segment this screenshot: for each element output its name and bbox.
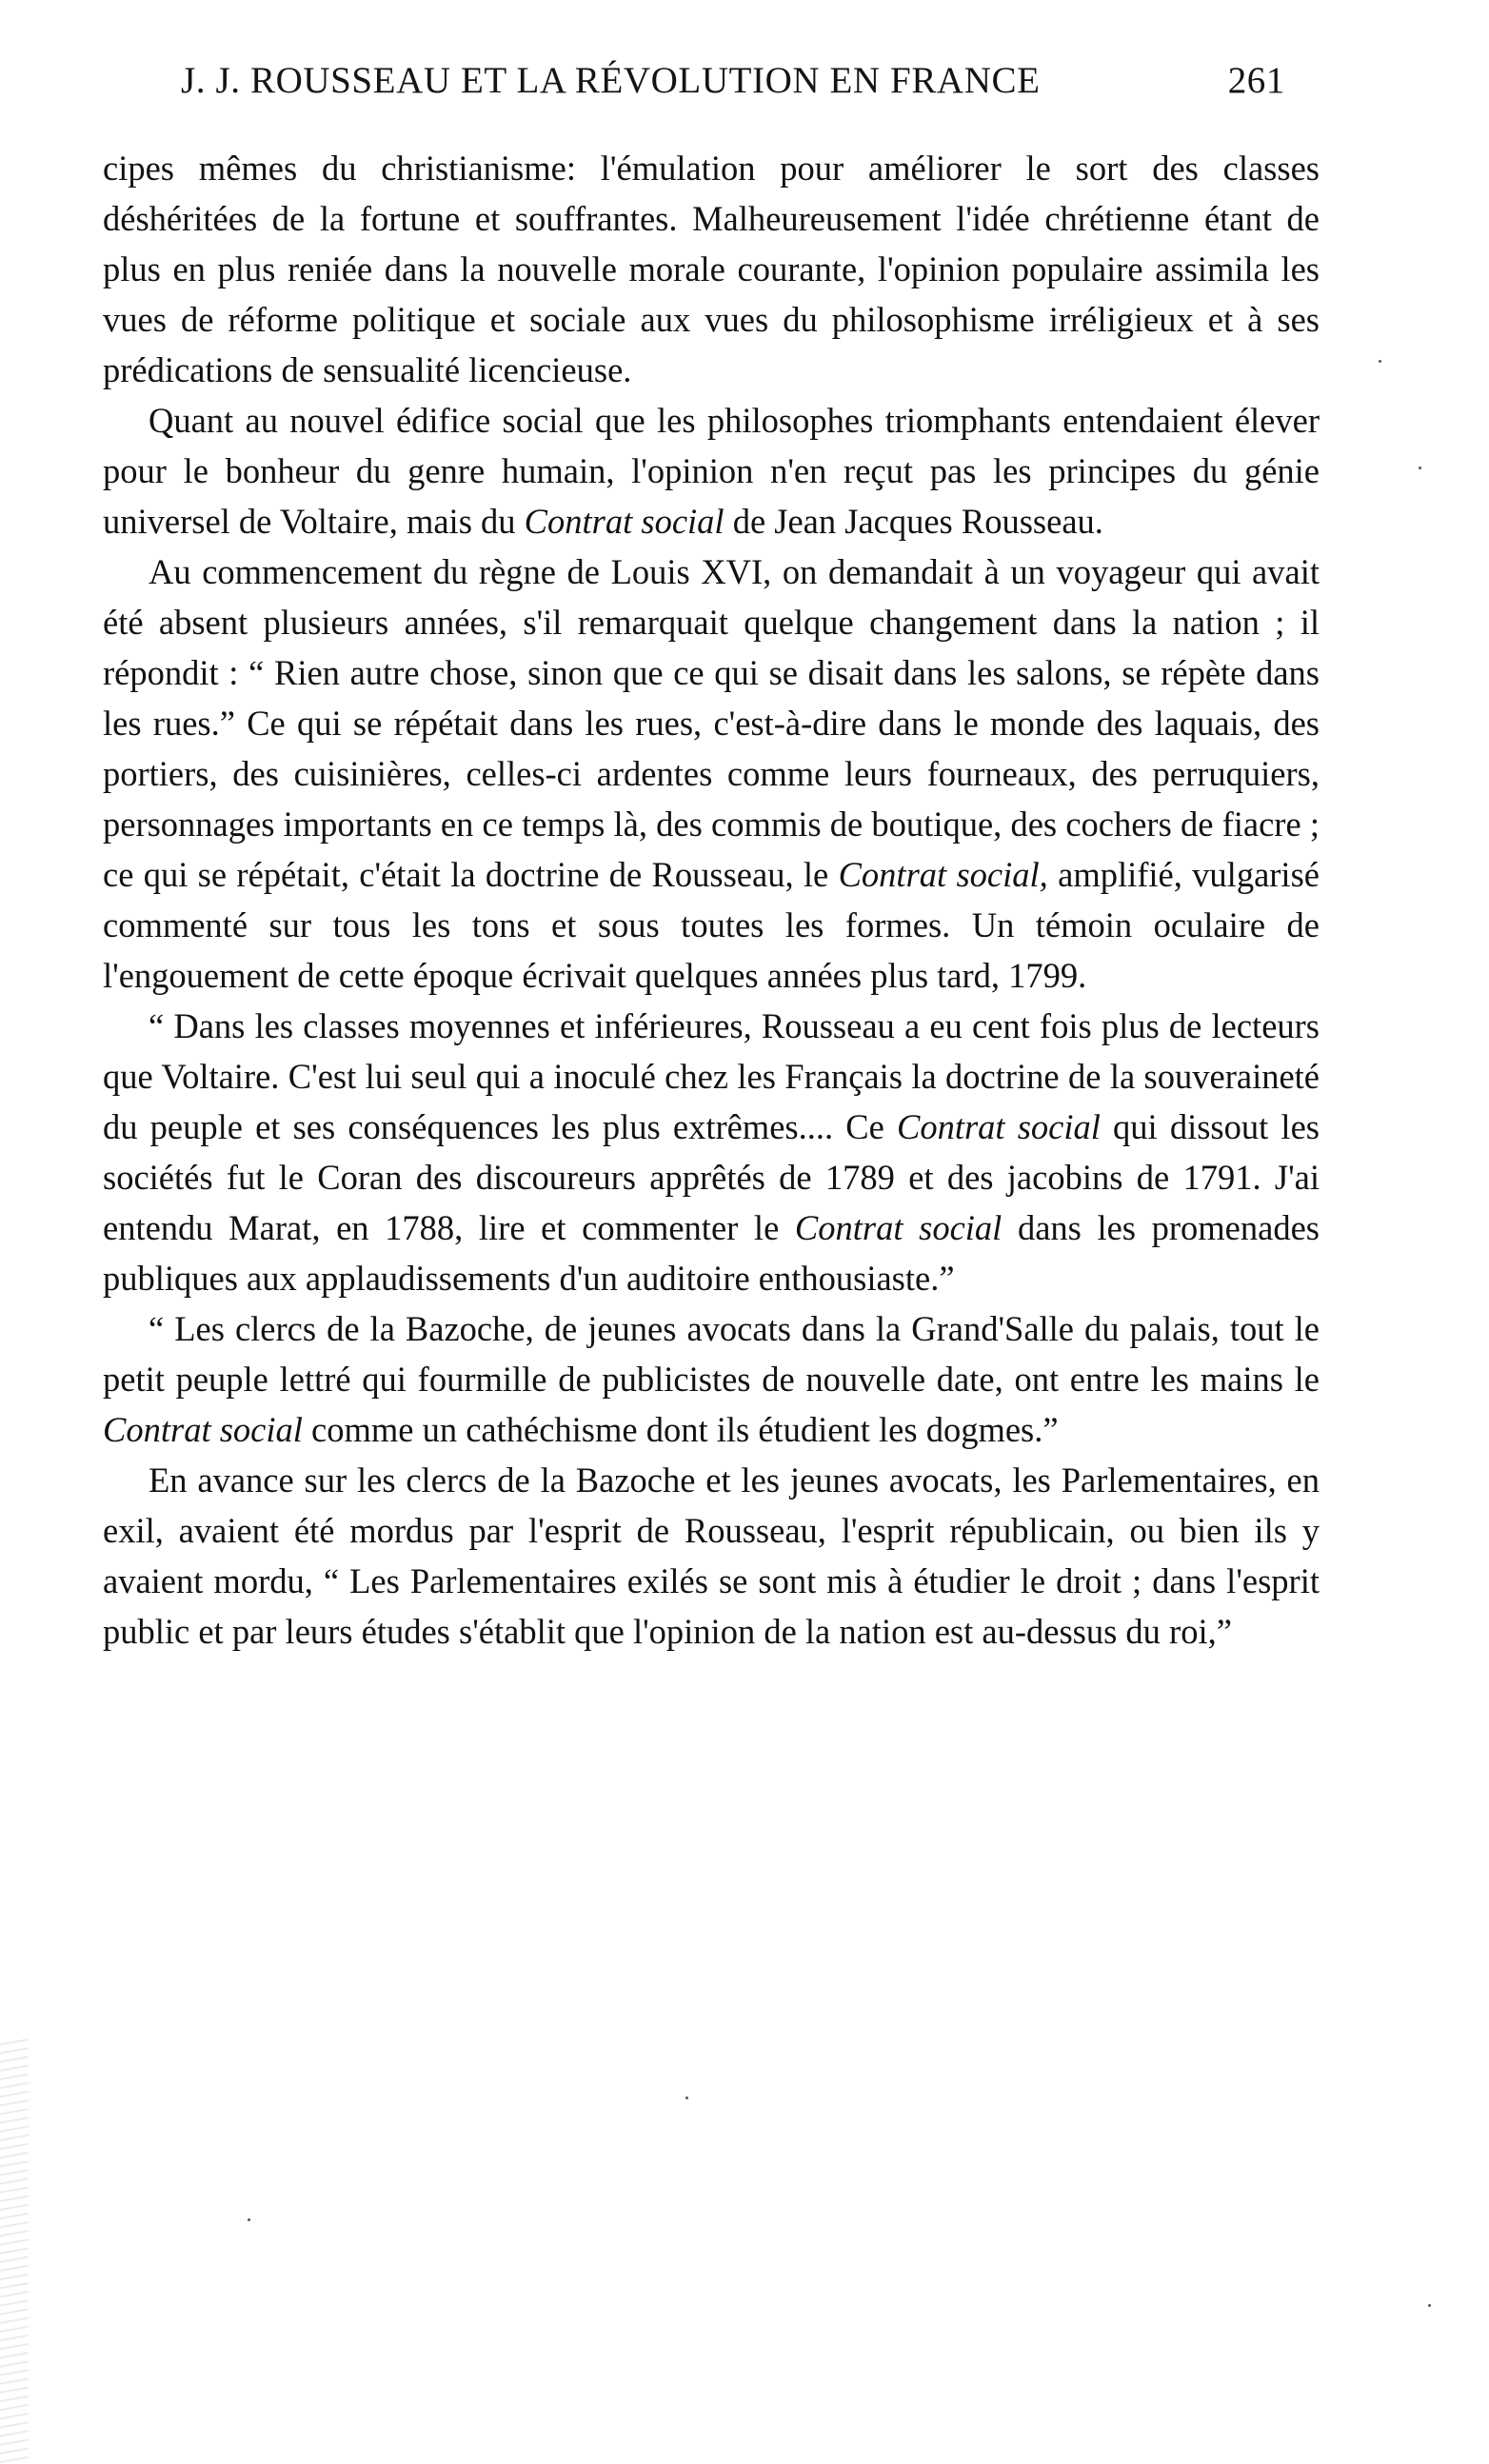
paragraph-2: Quant au nouvel édifice social que les philosophes triomphants entendaient élever pour le bonheur du genre humain, l'opinion n'en reçut pas les principes du génie universel de Voltaire, mais du Contrat social de Jean Jacques Rousseau.: [103, 401, 1320, 541]
paragraph-4-quote: “ Dans les classes moyennes et inférieures, Rousseau a eu cent fois plus de lecteurs que Voltaire. C'est lui seul qui a inoculé chez les Français la doctrine de la souveraineté du peuple et ses conséquences les plus extrêmes.... Ce Contrat social qui dissout les sociétés fut le Coran des discoureurs apprêtés de 1789 et des jacobins de 1791. J'ai entendu Marat, en 1788, lire et commenter le Contrat social dans les promenades publiques aux applaudissements d'un auditoire enthousiaste.”: [103, 1006, 1320, 1298]
italic-title: Contrat social,: [838, 855, 1048, 894]
paragraph-6: En avance sur les clercs de la Bazoche et les jeunes avocats, les Parlementaires, en exil, avaient été mordus par l'esprit de Rousseau, l'esprit républicain, ou bien ils y avaient mordu, “ Les Parlementaires exilés se sont mis à étudier le droit ; dans l'esprit public et par leurs études s'établit que l'opinion de la nation est au-dessus du roi,”: [103, 1461, 1320, 1651]
paragraph-5-quote: “ Les clercs de la Bazoche, de jeunes avocats dans la Grand'Salle du palais, tout le petit peuple lettré qui fourmille de publicistes de nouvelle date, ont entre les mains le Contrat social comme un cathéchisme dont ils étudient les dogmes.”: [103, 1309, 1320, 1449]
paragraph-3: Au commencement du règne de Louis XVI, on demandait à un voyageur qui avait été absent plusieurs années, s'il remarquait quelque changement dans la nation ; il répondit : “ Rien autre chose, sinon que ce qui se disait dans les salons, se répète dans les rues.” Ce qui se répétait dans les rues, c'est-à-dire dans le monde des laquais, des portiers, des cuisinières, celles-ci ardentes comme leurs fourneaux, des perruquiers, personnages importants en ce temps là, des commis de boutique, des cochers de fiacre ; ce qui se répétait, c'était la doctrine de Rousseau, le Contrat social, amplifié, vulgarisé commenté sur tous les tons et sous toutes les formes. Un témoin oculaire de l'engouement de cette époque écrivait quelques années plus tard, 1799.: [103, 552, 1320, 995]
scan-speck: [1379, 360, 1381, 363]
italic-title: Contrat social: [896, 1107, 1101, 1146]
scan-speck: [685, 2096, 688, 2099]
body-text: [103, 143, 1320, 1657]
paragraph-1: cipes mêmes du christianisme: l'émulation pour améliorer le sort des classes déshéritées de la fortune et souffrantes. Malheureusement l'idée chrétienne étant de plus en plus reniée dans la nouvelle morale courante, l'opinion populaire assimila les vues de réforme politique et sociale aux vues du philosophisme irréligieux et à ses prédications de sensualité licencieuse.: [103, 149, 1320, 389]
italic-title: Contrat social: [524, 502, 725, 541]
scan-edge-noise: [0, 2037, 29, 2464]
page-number: 261: [1227, 60, 1285, 101]
running-head-title: J. J. ROUSSEAU ET LA RÉVOLUTION EN FRANCE: [181, 60, 1041, 101]
italic-title: Contrat social: [794, 1208, 1003, 1247]
running-head: [181, 59, 1285, 107]
scan-speck: [1419, 467, 1421, 469]
italic-title: Contrat social: [103, 1410, 303, 1449]
scan-speck: [248, 2218, 250, 2221]
scan-speck: [1428, 2304, 1431, 2307]
